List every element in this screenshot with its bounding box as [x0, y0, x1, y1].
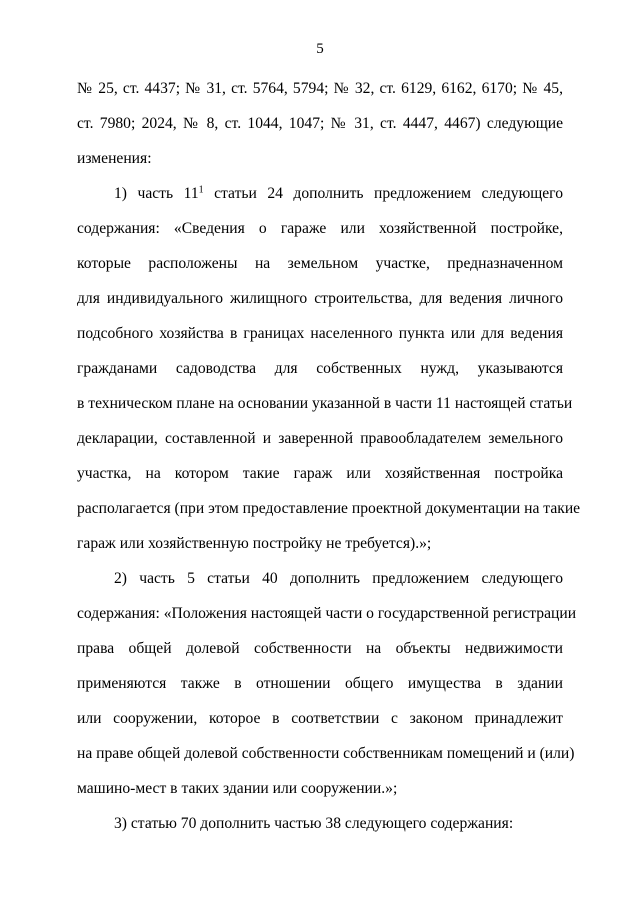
- item1-line-2: которые расположены на земельном участке, предназначенном: [77, 255, 563, 272]
- item1-lead-text: 1) часть 11: [114, 185, 199, 202]
- item1-line-7: декларации, составленной и заверенной правообладателем земельного: [77, 430, 563, 447]
- intro-line-2: ст. 7980; 2024, № 8, ст. 1044, 1047; № 31, ст. 4447, 4467) следующие: [77, 115, 563, 132]
- item1-line-1: содержания: «Сведения о гараже или хозяйственной постройке,: [77, 220, 563, 237]
- intro-line-3: изменения:: [77, 150, 152, 167]
- intro-line-1: № 25, ст. 4437; № 31, ст. 5764, 5794; № 32, ст. 6129, 6162, 6170; № 45,: [77, 80, 563, 97]
- item1-line-3: для индивидуального жилищного строительства, для ведения личного: [77, 290, 563, 307]
- item1-line-8: участка, на котором такие гараж или хозяйственная постройка: [77, 465, 563, 482]
- item1-line-6: в техническом плане на основании указанной в части 11 настоящей статьи: [77, 395, 573, 412]
- item2-line-4: или сооружении, которое в соответствии с законом принадлежит: [77, 710, 563, 727]
- item2-line-3: применяются также в отношении общего имущества в здании: [77, 675, 563, 692]
- item2-lead-line: 2) часть 5 статьи 40 дополнить предложением следующего: [114, 570, 563, 587]
- item2-line-2: права общей долевой собственности на объекты недвижимости: [77, 640, 563, 657]
- item2-line-5: на праве общей долевой собственности собственникам помещений и (или): [77, 745, 575, 762]
- item1-superscript: 1: [198, 184, 204, 196]
- item1-last-line: гараж или хозяйственную постройку не требуется).»;: [77, 535, 432, 552]
- item2-last-line: машино-мест в таких здании или сооружении.»;: [77, 780, 398, 797]
- item2-line-1: содержания: «Положения настоящей части о государственной регистрации: [77, 605, 577, 622]
- item3-lead-line: 3) статью 70 дополнить частью 38 следующего содержания:: [114, 815, 514, 832]
- item1-line-9: располагается (при этом предоставление проектной документации на такие: [77, 500, 581, 517]
- item1-line-5: гражданами садоводства для собственных нужд, указываются: [77, 360, 563, 377]
- item1-line-4: подсобного хозяйства в границах населенного пункта или для ведения: [77, 325, 563, 342]
- page-number: 5: [316, 41, 324, 57]
- item1-lead-text-rest: статьи 24 дополнить предложением следующего: [203, 185, 563, 202]
- item1-lead-line: [114, 184, 563, 204]
